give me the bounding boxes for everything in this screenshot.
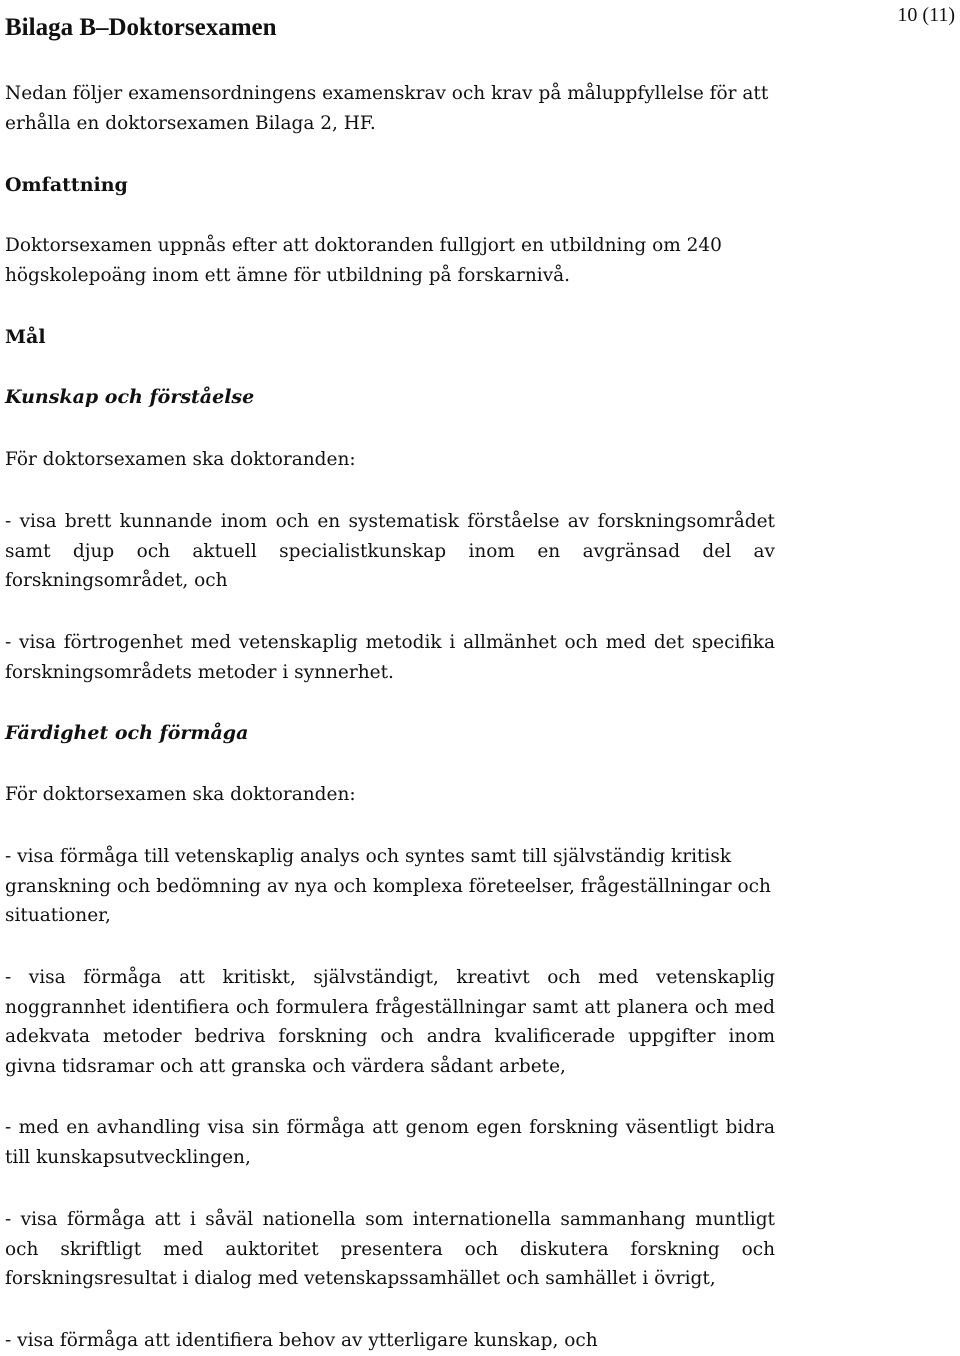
knowledge-item: - visa brett kunnande inom och en systematisk förståelse av forskningsområdet samt djup och aktuell specialistkunskap inom en avgränsad del av forskningsområdet, och xyxy=(5,511,775,591)
skills-lead: För doktorsexamen ska doktoranden: xyxy=(5,784,356,805)
document-title: Bilaga B–Doktorsexamen xyxy=(5,14,277,41)
page-number: 10 (11) xyxy=(897,4,955,26)
skills-item: - visa förmåga att identifiera behov av ytterligare kunskap, och xyxy=(5,1330,598,1351)
skills-item: - med en avhandling visa sin förmåga att genom egen forskning väsentligt bidra till kunskapsutvecklingen, xyxy=(5,1117,775,1168)
knowledge-lead: För doktorsexamen ska doktoranden: xyxy=(5,449,356,470)
skills-item: - visa förmåga till vetenskaplig analys och syntes samt till självständig kritisk granskning och bedömning av nya och komplexa företeelser, frågeställningar och situationer, xyxy=(5,846,771,926)
subheading-knowledge: Kunskap och förståelse xyxy=(5,386,255,408)
section-heading-scope: Omfattning xyxy=(5,174,128,196)
skills-item: - visa förmåga att kritiskt, självständigt, kreativt och med vetenskaplig noggrannhet identifiera och formulera frågeställningar samt att planera och med adekvata metoder bedriva forskning och andra kvalificerade uppgifter inom givna tidsramar och att granska och värdera sådant arbete, xyxy=(5,967,775,1077)
subheading-skills: Färdighet och förmåga xyxy=(5,722,249,744)
section-heading-goals: Mål xyxy=(5,326,46,348)
knowledge-item: - visa förtrogenhet med vetenskaplig metodik i allmänhet och med det specifika forskningsområdets metoder i synnerhet. xyxy=(5,632,775,683)
skills-item: - visa förmåga att i såväl nationella som internationella sammanhang muntligt och skriftligt med auktoritet presentera och diskutera forskning och forskningsresultat i dialog med vetenskapssamhället och samhället i övrigt, xyxy=(5,1209,775,1289)
scope-paragraph: Doktorsexamen uppnås efter att doktoranden fullgjort en utbildning om 240 högskolepoäng inom ett ämne för utbildning på forskarnivå. xyxy=(5,235,722,286)
intro-paragraph: Nedan följer examensordningens examenskrav och krav på måluppfyllelse för att erhålla en doktorsexamen Bilaga 2, HF. xyxy=(5,83,769,134)
